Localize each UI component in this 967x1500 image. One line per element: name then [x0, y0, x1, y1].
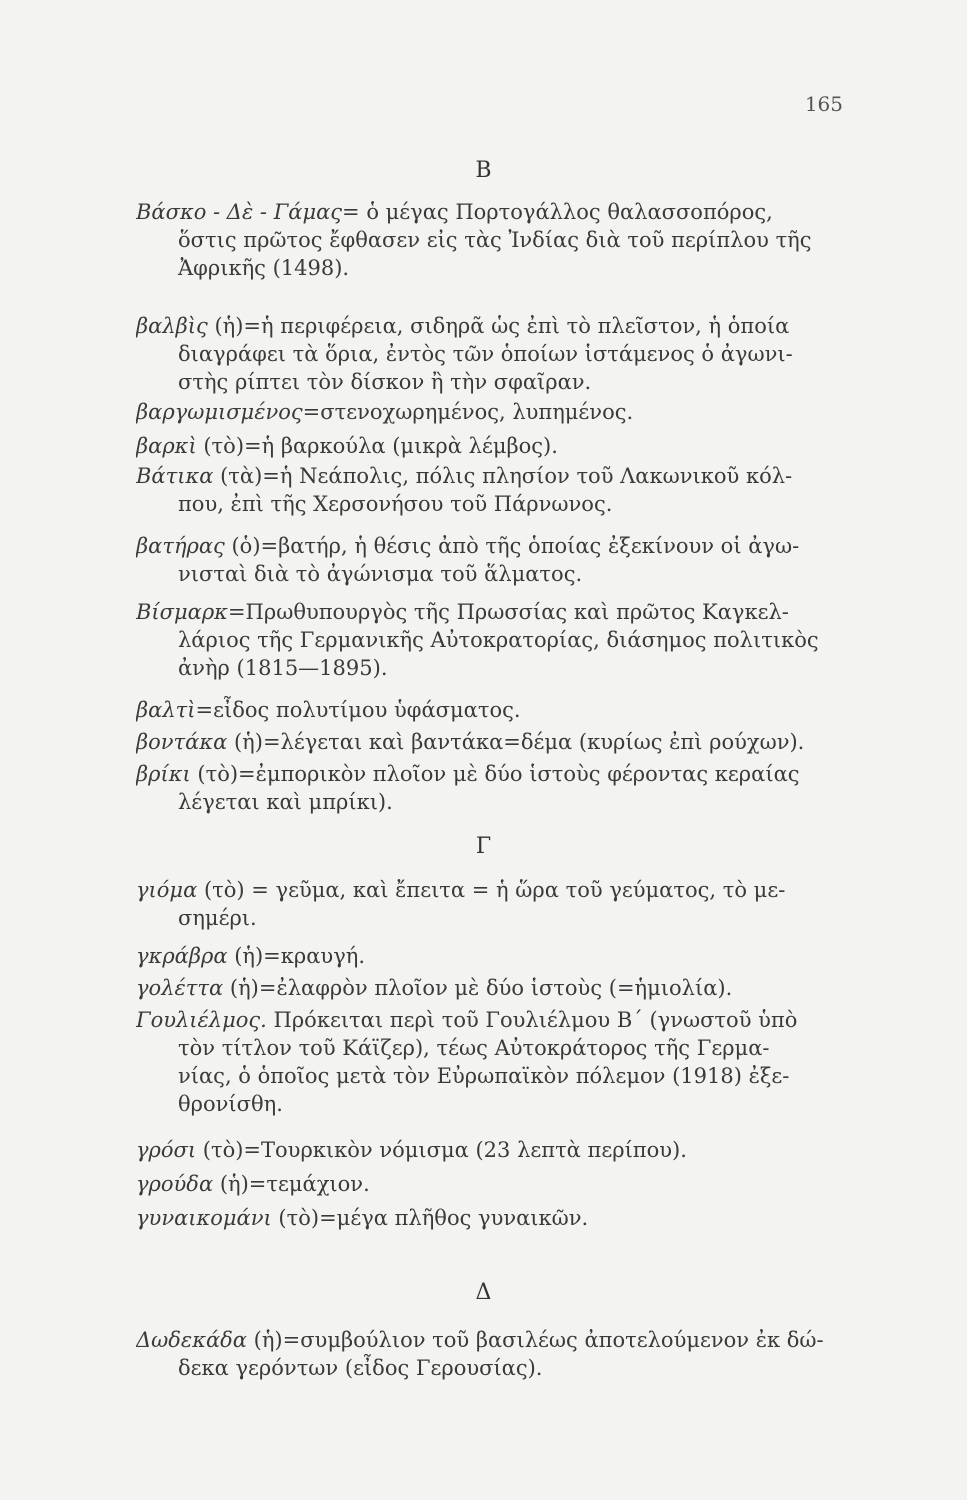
entry-grosi	[136, 1136, 848, 1164]
entry-vasko-de-gamas	[136, 198, 848, 282]
entry-headword: βαργωμισμένος	[136, 400, 303, 424]
entry-text: (τὸ)=ἐμπορικὸν πλοῖον μὲ δύο ἱστοὺς φέροντας κεραίας	[190, 762, 800, 786]
entry-headword: βαλβὶς	[136, 314, 208, 338]
entry-goletta	[136, 974, 848, 1002]
entry-text: λέγεται καὶ μπρίκι).	[178, 790, 393, 814]
entry-text: (ἡ)=συμβούλιον τοῦ βασιλέως ἀποτελούμενον ἐκ δώ-	[246, 1328, 824, 1352]
entry-text: διαγράφει τὰ ὅρια, ἐντὸς τῶν ὁποίων ἱστάμενος ὁ ἀγωνι-	[178, 342, 793, 366]
entry-text: (ἡ)=ἡ περιφέρεια, σιδηρᾶ ὡς ἐπὶ τὸ πλεῖστον, ἡ ὁποία	[207, 314, 790, 338]
entry-gkravra	[136, 942, 848, 970]
entry-headword: Βίσμαρκ	[136, 600, 228, 624]
entry-text: =Πρωθυπουργὸς τῆς Πρωσσίας καὶ πρῶτος Καγκελ-	[227, 600, 789, 624]
entry-text: ὅστις πρῶτος ἔφθασεν εἰς τὰς Ἰνδίας διὰ τοῦ περίπλου τῆς	[178, 228, 812, 252]
entry-text: Πρόκειται περὶ τοῦ Γουλιέλμου Β΄ (γνωστοῦ ὑπὸ	[266, 1008, 798, 1032]
entry-text: (τὰ)=ἡ Νεάπολις, πόλις πλησίον τοῦ Λακωνικοῦ κόλ-	[213, 464, 793, 488]
entry-text: (τὸ)=Τουρκικὸν νόμισμα (23 λεπτὰ περίπου).	[196, 1138, 687, 1162]
entry-headword: Δωδεκάδα	[136, 1328, 247, 1352]
entry-valti	[136, 696, 848, 724]
entry-grouda	[136, 1170, 848, 1198]
entry-varki	[136, 432, 848, 460]
entry-dodekada	[136, 1326, 848, 1382]
entry-text: (ἡ)=τεμάχιον.	[213, 1172, 370, 1196]
entry-headword: Γουλιέλμος.	[136, 1008, 267, 1032]
entry-text: σημέρι.	[178, 906, 257, 930]
entry-headword: γκράβρα	[136, 944, 228, 968]
entry-text: (τὸ)=μέγα πλῆθος γυναικῶν.	[271, 1206, 589, 1230]
entry-headword: βρίκι	[136, 762, 191, 786]
entry-text: (τὸ) = γεῦμα, καὶ ἔπειτα = ἡ ὥρα τοῦ γεύματος, τὸ με-	[197, 878, 786, 902]
entry-text: (τὸ)=ἡ βαρκούλα (μικρὰ λέμβος).	[196, 434, 558, 458]
entry-headword: βατήρας	[136, 534, 225, 558]
entry-headword: Βάτικα	[136, 464, 214, 488]
entry-headword: βοντάκα	[136, 730, 228, 754]
entry-vatiras	[136, 532, 848, 588]
entry-text: που, ἐπὶ τῆς Χερσονήσου τοῦ Πάρνωνος.	[178, 492, 613, 516]
entry-headword: γυναικομάνι	[136, 1206, 272, 1230]
entry-text: =εἶδος πολυτίμου ὑφάσματος.	[195, 698, 521, 722]
entry-text: δεκα γερόντων (εἶδος Γερουσίας).	[178, 1356, 543, 1380]
section-heading-gamma: Γ	[475, 834, 492, 859]
entry-text: (ἡ)=ἐλαφρὸν πλοῖον μὲ δύο ἱστοὺς (=ἡμιολία).	[223, 976, 733, 1000]
entry-headword: γρούδα	[136, 1172, 214, 1196]
entry-headword: γολέττα	[136, 976, 224, 1000]
entry-vatika	[136, 462, 848, 518]
section-heading-delta: Δ	[475, 1280, 492, 1305]
entry-gioma	[136, 876, 848, 932]
entry-text: (ὁ)=βατήρ, ἡ θέσις ἀπὸ τῆς ὁποίας ἐξεκίνουν οἱ ἀγω-	[224, 534, 800, 558]
entry-valvis	[136, 312, 848, 396]
entry-gynaikomani	[136, 1204, 848, 1232]
entry-text: στὴς ρίπτει τὸν δίσκον ἢ τὴν σφαῖραν.	[178, 370, 592, 394]
section-heading-beta: Β	[475, 158, 492, 183]
entry-vontaka	[136, 728, 848, 756]
entry-text: λάριος τῆς Γερμανικῆς Αὐτοκρατορίας, διάσημος πολιτικὸς	[178, 628, 819, 652]
entry-bismarck	[136, 598, 848, 682]
entry-text: = ὁ μέγας Πορτογάλλος θαλασσοπόρος,	[342, 200, 773, 224]
entry-vriki	[136, 760, 848, 816]
page-number: 165	[804, 92, 843, 116]
entry-vargomismenos	[136, 398, 848, 426]
entry-text: ἀνὴρ (1815—1895).	[178, 656, 388, 680]
entry-headword: γιόμα	[136, 878, 198, 902]
entry-text: =στενοχωρημένος, λυπημένος.	[302, 400, 634, 424]
entry-text: Ἀφρικῆς (1498).	[178, 256, 350, 280]
entry-text: (ἡ)=κραυγή.	[227, 944, 365, 968]
entry-text: νισταὶ διὰ τὸ ἀγώνισμα τοῦ ἅλματος.	[178, 562, 583, 586]
entry-goulielmos	[136, 1006, 848, 1118]
entry-headword: βαρκὶ	[136, 434, 197, 458]
entry-text: (ἡ)=λέγεται καὶ βαντάκα=δέμα (κυρίως ἐπὶ ρούχων).	[227, 730, 805, 754]
entry-text: τὸν τίτλον τοῦ Κάϊζερ), τέως Αὐτοκράτορος τῆς Γερμα-	[178, 1036, 770, 1060]
entry-text: θρονίσθη.	[178, 1092, 283, 1116]
entry-text: νίας, ὁ ὁποῖος μετὰ τὸν Εὐρωπαϊκὸν πόλεμον (1918) ἐξε-	[178, 1064, 790, 1088]
entry-headword: γρόσι	[136, 1138, 197, 1162]
entry-headword: βαλτὶ	[136, 698, 196, 722]
entry-headword: Βάσκο - Δὲ - Γάμας	[136, 200, 343, 224]
